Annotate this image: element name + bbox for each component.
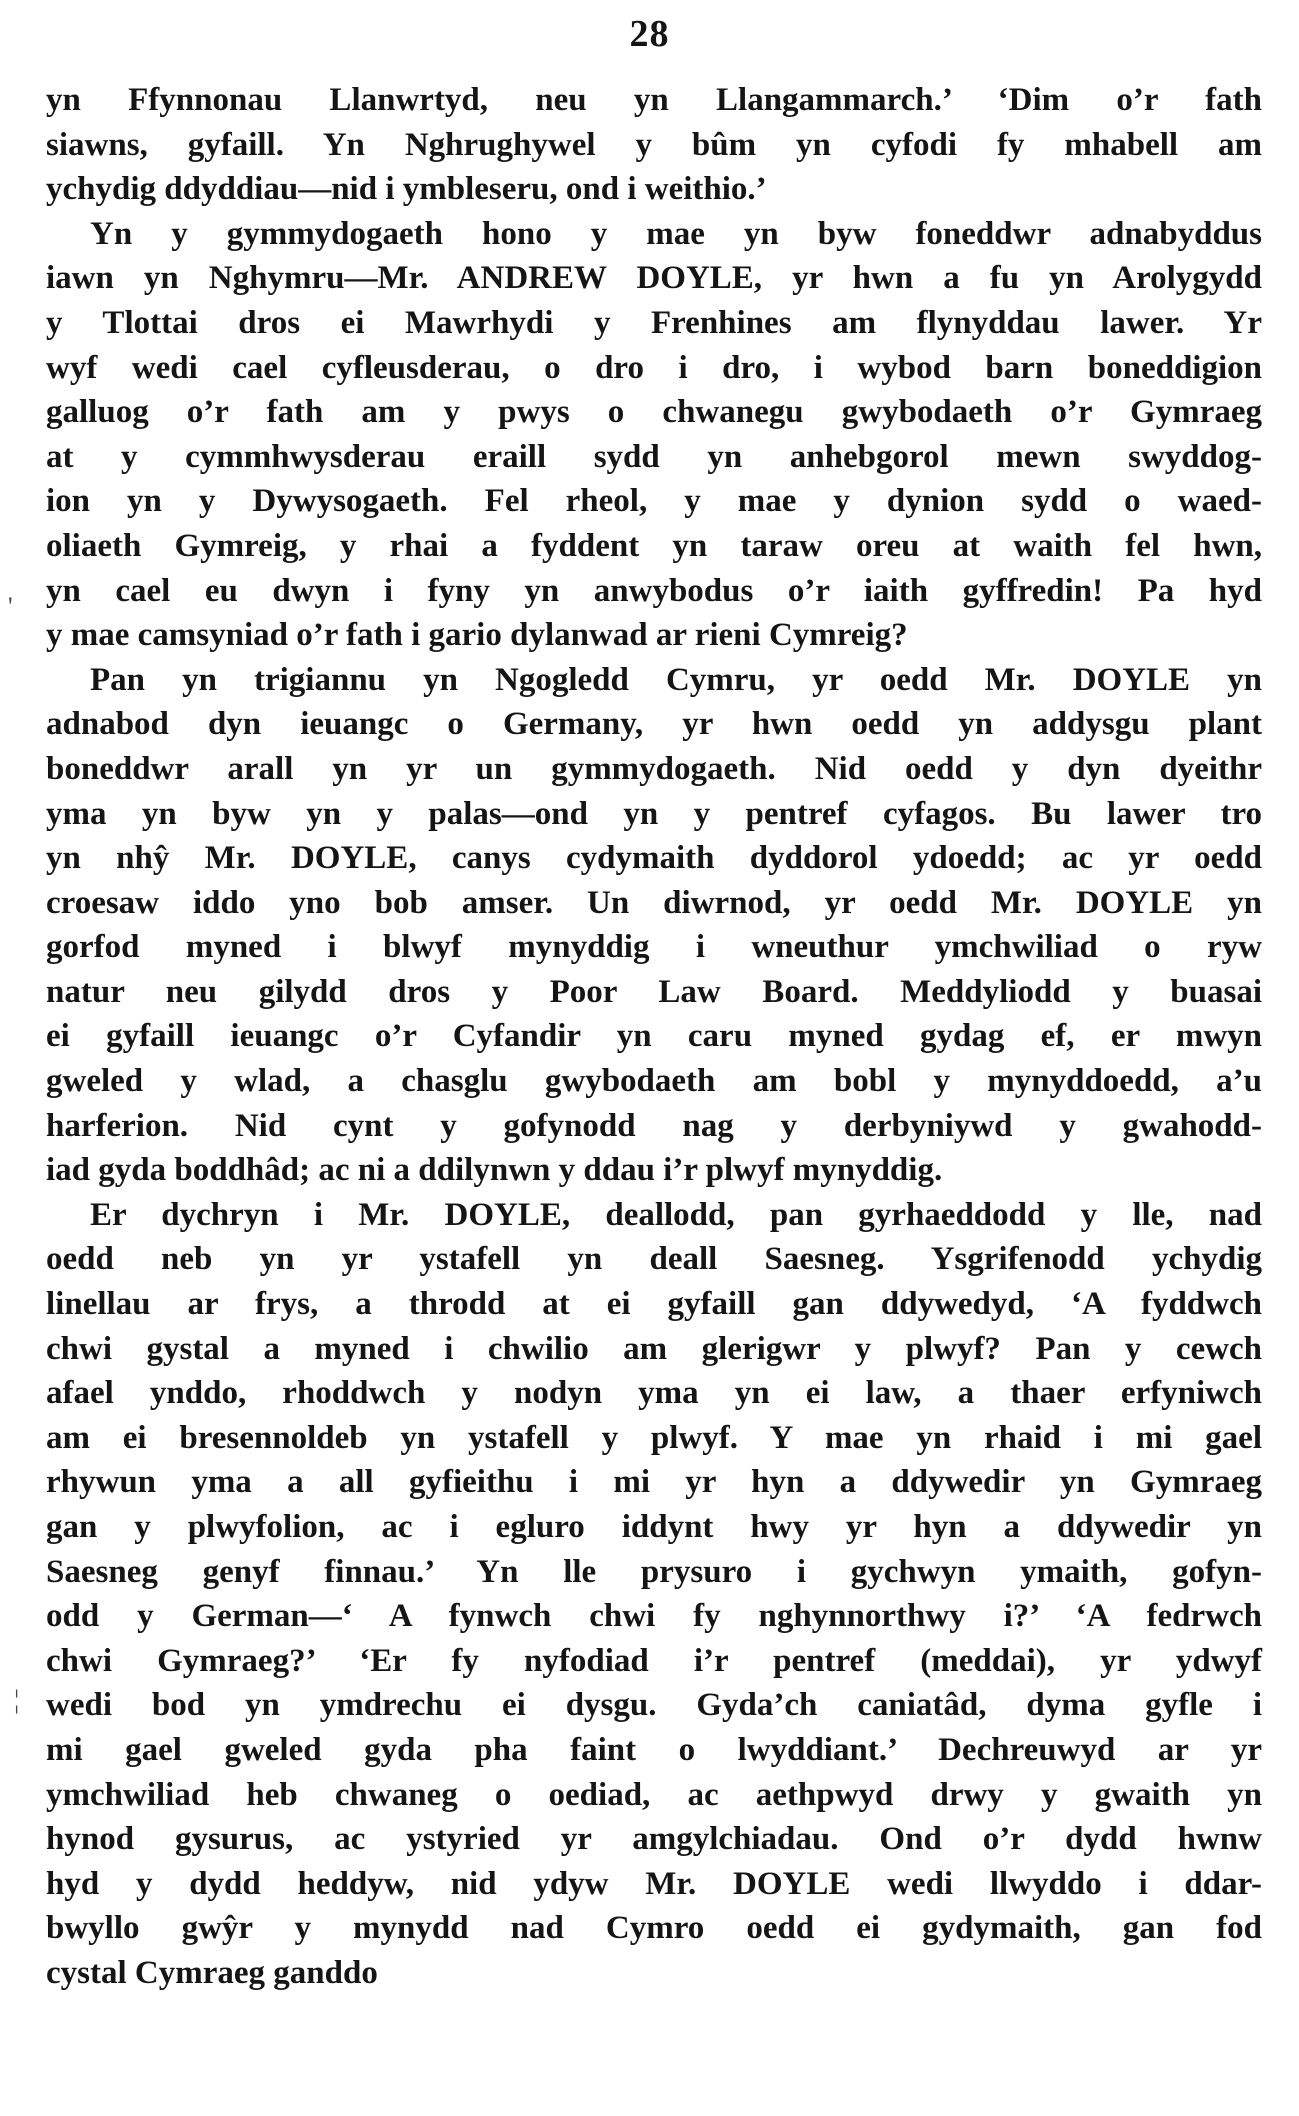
text-line: boneddwr arall yn yr un gymmydogaeth. Nid oedd y dyn dyeithr: [46, 750, 1262, 787]
page-number: 28: [629, 13, 670, 55]
text-line: Er dychryn i Mr. DOYLE, deallodd, pan gyrhaeddodd y lle, nad: [90, 1196, 1262, 1233]
text-line: galluog o’r fath am y pwys o chwanegu gwybodaeth o’r Gymraeg: [46, 394, 1262, 431]
text-line: linellau ar frys, a throdd at ei gyfaill gan ddywedyd, ‘A fyddwch: [46, 1286, 1262, 1323]
text-line: ion yn y Dywysogaeth. Fel rheol, y mae y dynion sydd o waed-: [46, 483, 1262, 520]
text-line: croesaw iddo yno bob amser. Un diwrnod, yr oedd Mr. DOYLE yn: [46, 884, 1262, 921]
text-line: siawns, gyfaill. Yn Nghrughywel y bûm yn cyfodi fy mhabell am: [46, 126, 1262, 163]
text-line: wyf wedi cael cyfleusderau, o dro i dro, i wybod barn boneddigion: [46, 349, 1262, 386]
text-line: hyd y dydd heddyw, nid ydyw Mr. DOYLE wedi llwyddo i ddar-: [46, 1865, 1262, 1902]
text-line: iad gyda boddhâd; ac ni a ddilynwn y ddau i’r plwyf mynyddig.: [46, 1152, 943, 1189]
text-line: yma yn byw yn y palas—ond yn y pentref cyfagos. Bu lawer tro: [46, 795, 1262, 832]
text-line: odd y German—‘ A fynwch chwi fy nghynnorthwy i?’ ‘A fedrwch: [46, 1598, 1262, 1635]
text-line: cystal Cymraeg ganddo: [46, 1954, 378, 1991]
text-line: natur neu gilydd dros y Poor Law Board. Meddyliodd y buasai: [46, 973, 1262, 1010]
text-line: iawn yn Nghymru—Mr. ANDREW DOYLE, yr hwn a fu yn Arolygydd: [46, 260, 1262, 297]
text-line: chwi gystal a myned i chwilio am glerigwr y plwyf? Pan y cewch: [46, 1330, 1262, 1367]
text-line: yn nhŷ Mr. DOYLE, canys cydymaith dyddorol ydoedd; ac yr oedd: [46, 840, 1262, 877]
text-line: oedd neb yn yr ystafell yn deall Saesneg. Ysgrifenodd ychydig: [46, 1241, 1262, 1278]
margin-mark: ¦: [14, 1685, 20, 1714]
text-line: afael ynddo, rhoddwch y nodyn yma yn ei law, a thaer erfyniwch: [46, 1375, 1262, 1412]
text-line: harferion. Nid cynt y gofynodd nag y derbyniywd y gwahodd-: [46, 1107, 1262, 1144]
text-line: chwi Gymraeg?’ ‘Er fy nyfodiad i’r pentref (meddai), yr ydwyf: [46, 1642, 1262, 1679]
text-line: rhywun yma a all gyfieithu i mi yr hyn a ddywedir yn Gymraeg: [46, 1464, 1262, 1501]
body-text: [46, 78, 1262, 1996]
margin-mark: ': [8, 592, 13, 621]
text-line: Yn y gymmydogaeth hono y mae yn byw foneddwr adnabyddus: [90, 215, 1262, 252]
text-line: adnabod dyn ieuangc o Germany, yr hwn oedd yn addysgu plant: [46, 706, 1262, 743]
text-line: wedi bod yn ymdrechu ei dysgu. Gyda’ch caniatâd, dyma gyfle i: [46, 1687, 1262, 1724]
text-line: at y cymmhwysderau eraill sydd yn anhebgorol mewn swyddog-: [46, 438, 1262, 475]
text-line: ei gyfaill ieuangc o’r Cyfandir yn caru myned gydag ef, er mwyn: [46, 1018, 1262, 1055]
text-line: gweled y wlad, a chasglu gwybodaeth am bobl y mynyddoedd, a’u: [46, 1063, 1262, 1100]
text-line: y mae camsyniad o’r fath i gario dylanwad ar rieni Cymreig?: [46, 617, 908, 654]
text-line: ymchwiliad heb chwaneg o oediad, ac aethpwyd drwy y gwaith yn: [46, 1776, 1262, 1813]
text-line: Saesneg genyf finnau.’ Yn lle prysuro i gychwyn ymaith, gofyn-: [46, 1553, 1262, 1590]
text-line: y Tlottai dros ei Mawrhydi y Frenhines am flynyddau lawer. Yr: [46, 304, 1262, 341]
text-line: yn cael eu dwyn i fyny yn anwybodus o’r iaith gyffredin! Pa hyd: [46, 572, 1262, 609]
text-line: yn Ffynnonau Llanwrtyd, neu yn Llangammarch.’ ‘Dim o’r fath: [46, 82, 1262, 118]
text-line: oliaeth Gymreig, y rhai a fyddent yn taraw oreu at waith fel hwn,: [46, 527, 1262, 564]
text-line: mi gael gweled gyda pha faint o lwyddiant.’ Dechreuwyd ar yr: [46, 1731, 1262, 1768]
text-line: Pan yn trigiannu yn Ngogledd Cymru, yr oedd Mr. DOYLE yn: [90, 661, 1262, 698]
text-line: gan y plwyfolion, ac i egluro iddynt hwy yr hyn a ddywedir yn: [46, 1509, 1262, 1545]
text-line: hynod gysurus, ac ystyried yr amgylchiadau. Ond o’r dydd hwnw: [46, 1821, 1262, 1858]
text-line: ychydig ddyddiau—nid i ymbleseru, ond i weithio.’: [46, 171, 767, 208]
text-line: am ei bresennoldeb yn ystafell y plwyf. Y mae yn rhaid i mi gael: [46, 1419, 1262, 1456]
text-line: bwyllo gwŷr y mynydd nad Cymro oedd ei gydymaith, gan fod: [46, 1910, 1262, 1947]
text-line: gorfod myned i blwyf mynyddig i wneuthur ymchwiliad o ryw: [46, 929, 1262, 966]
